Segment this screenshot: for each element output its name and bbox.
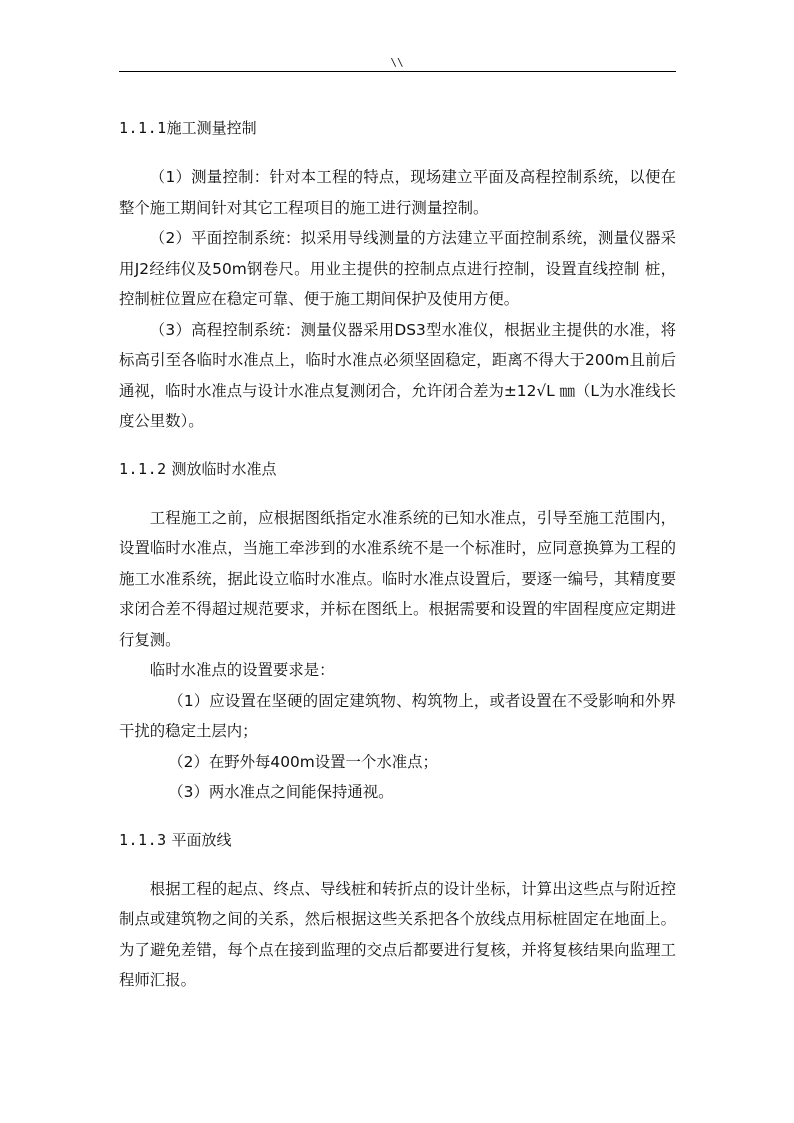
document-body: [119, 116, 676, 1006]
section-title: 平面放线: [171, 830, 232, 849]
paragraph: （2）平面控制系统：拟采用导线测量的方法建立平面控制系统，测量仪器采用J2经纬仪及50m钢卷尺。用业主提供的控制点点进行控制，设置直线控制 桩，控制桩位置应在稳定可靠、便于施工期间保护及使用方便。: [119, 229, 676, 308]
section-temporary-benchmarks: [119, 457, 676, 808]
paragraph: 工程施工之前，应根据图纸指定水准系统的已知水准点，引导至施工范围内，设置临时水准点，当施工牵涉到的水准系统不是一个标准时，应同意换算为工程的施工水准系统，据此设立临时水准点。临时水准点设置后，要逐一编号，其精度要求闭合差不得超过规范要求，并标在图纸上。根据需要和设置的牢固程度应定期进行复测。: [119, 508, 676, 649]
list-item: （2）在野外每400m设置一个水准点；: [168, 752, 438, 771]
section-plane-layout: [119, 828, 676, 996]
section-number: 1.1.3: [119, 830, 167, 849]
page-header-mark: \\: [390, 56, 404, 69]
section-survey-control: [119, 116, 676, 437]
paragraph: （3）高程控制系统：测量仪器采用DS3型水准仪，根据业主提供的水准，将标高引至各临时水准点上，临时水准点必须坚固稳定，距离不得大于200m且前后通视，临时水准点与设计水准点复测闭合，允许闭合差为±12√L ㎜（L为水准线长度公里数）。: [119, 320, 676, 430]
section-number: 1.1.1: [119, 119, 167, 137]
header-rule: [119, 71, 676, 72]
paragraph: 根据工程的起点、终点、导线桩和转折点的设计坐标，计算出这些点与附近控制点或建筑物之间的关系，然后根据这些关系把各个放线点用标桩固定在地面上。为了避免差错，每个点在接到监理的交点后都要进行复核，并将复核结果向监理工程师汇报。: [119, 879, 676, 989]
section-title: 施工测量控制: [166, 119, 257, 137]
list-item: （3）两水准点之间能保持通视。: [168, 783, 394, 801]
section-heading: [119, 457, 676, 481]
section-heading: [119, 828, 676, 852]
paragraph: 临时水准点的设置要求是：: [149, 661, 335, 679]
section-number: 1.1.2: [119, 459, 167, 478]
paragraph: （1）测量控制：针对本工程的特点，现场建立平面及高程控制系统，以便在整个施工期间针对其它工程项目的施工进行测量控制。: [119, 168, 676, 217]
list-item: （1）应设置在坚硬的固定建筑物、构筑物上，或者设置在不受影响和外界干扰的稳定土层内；: [119, 691, 676, 740]
section-title: 测放临时水准点: [171, 459, 277, 478]
section-heading: [119, 116, 676, 140]
